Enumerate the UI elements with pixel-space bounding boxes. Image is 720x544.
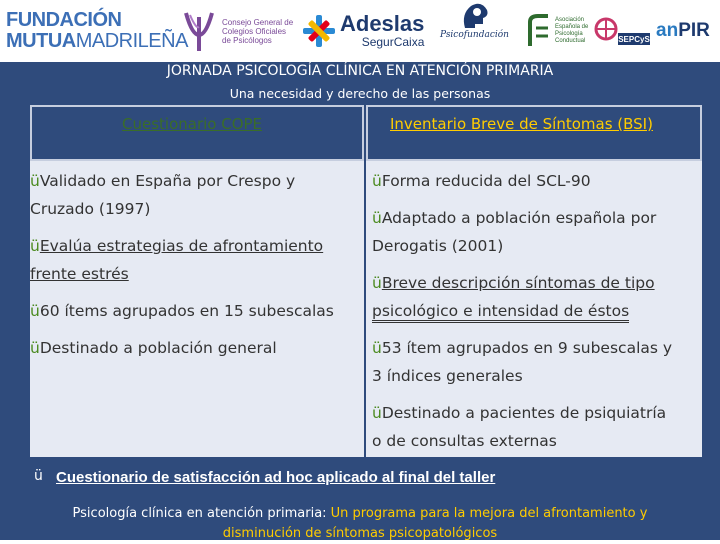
bsi-item-short-form: üForma reducida del SCL-90 <box>372 172 591 190</box>
comparison-table <box>30 105 702 457</box>
aepc-emblem-icon <box>526 14 552 48</box>
cope-item-items: ü60 ítems agrupados en 15 subescalas <box>30 302 334 320</box>
header-cell-cope <box>30 105 364 161</box>
page-title: JORNADA PSICOLOGÍA CLÍNICA EN ATENCIÓN PRIMARIA <box>166 63 554 79</box>
cope-body-cell <box>30 161 364 457</box>
sepcys-logo <box>592 0 652 62</box>
satisfaction-questionnaire-link[interactable]: Cuestionario de satisfacción ad hoc aplicado al final del taller <box>56 469 496 486</box>
bsi-item-description: üBreve descripción síntomas de tipo psicológico e intensidad de éstos <box>372 269 655 325</box>
check-icon: ü <box>30 237 40 255</box>
check-icon: ü <box>372 209 382 227</box>
check-icon: ü <box>372 274 382 292</box>
bsi-header-label: Inventario Breve de Síntomas (BSI) <box>390 115 653 133</box>
cope-item-population: üDestinado a población general <box>30 339 277 357</box>
check-icon: ü <box>372 339 382 357</box>
aepc-text: Asociación Española de Psicología Conductual <box>555 17 589 44</box>
aepc-logo <box>526 0 588 62</box>
fundacion-logo-line1: FUNDACIÓN <box>6 9 122 31</box>
consejo-psicologos-text: Consejo General de Colegios Oficiales de Psicólogos <box>222 17 294 45</box>
adeslas-name: Adeslas <box>340 11 425 36</box>
bsi-item-adapted: üAdaptado a población española por Derogatis (2001) <box>372 209 657 255</box>
check-icon: ü <box>372 404 382 422</box>
anpir-logo <box>656 0 710 62</box>
bottom-caption: Psicología clínica en atención primaria: Un programa para la mejora del afrontamiento y disminución de síntomas psicopatológicos <box>72 506 648 541</box>
psicofundacion-text: Psicofundación <box>440 30 509 40</box>
cope-header-label: Cuestionario COPE <box>122 115 263 133</box>
head-silhouette-icon <box>457 0 491 30</box>
bsi-body-cell <box>366 161 702 457</box>
check-icon: ü <box>30 172 40 190</box>
fundacion-logo-line2: MUTUAMADRILEÑA <box>6 30 188 52</box>
header-cell-bsi <box>366 105 702 161</box>
psi-emblem-icon <box>180 9 218 53</box>
adeslas-star-icon <box>302 14 336 48</box>
adeslas-sub: SegurCaixa <box>361 35 425 49</box>
sepcys-emblem-icon <box>592 9 652 53</box>
cope-item-validated: üValidado en España por Crespo y Cruzado (1997) <box>30 172 296 218</box>
adeslas-logo <box>302 0 424 62</box>
check-icon: ü <box>372 172 382 190</box>
check-icon: ü <box>30 302 40 320</box>
anpir-an-text: an <box>656 20 679 41</box>
fundacion-mutua-madrilena-logo <box>6 0 188 62</box>
sepcys-text: SEPCyS <box>618 35 650 44</box>
consejo-psicologos-logo <box>180 0 293 62</box>
anpir-pir-text: PIR <box>678 20 710 41</box>
footer-check-icon: ü <box>34 468 43 484</box>
check-icon: ü <box>30 339 40 357</box>
psicofundacion-logo <box>440 0 509 62</box>
bsi-item-subscales: ü53 ítem agrupados en 9 subescalas y 3 índices generales <box>372 339 673 385</box>
page-subtitle: Una necesidad y derecho de las personas <box>229 86 491 101</box>
sponsor-logo-band <box>0 0 720 62</box>
cope-item-strategies: üEvalúa estrategias de afrontamiento frente estrés <box>30 237 324 283</box>
bsi-item-patients: üDestinado a pacientes de psiquiatría o de consultas externas <box>372 404 667 450</box>
